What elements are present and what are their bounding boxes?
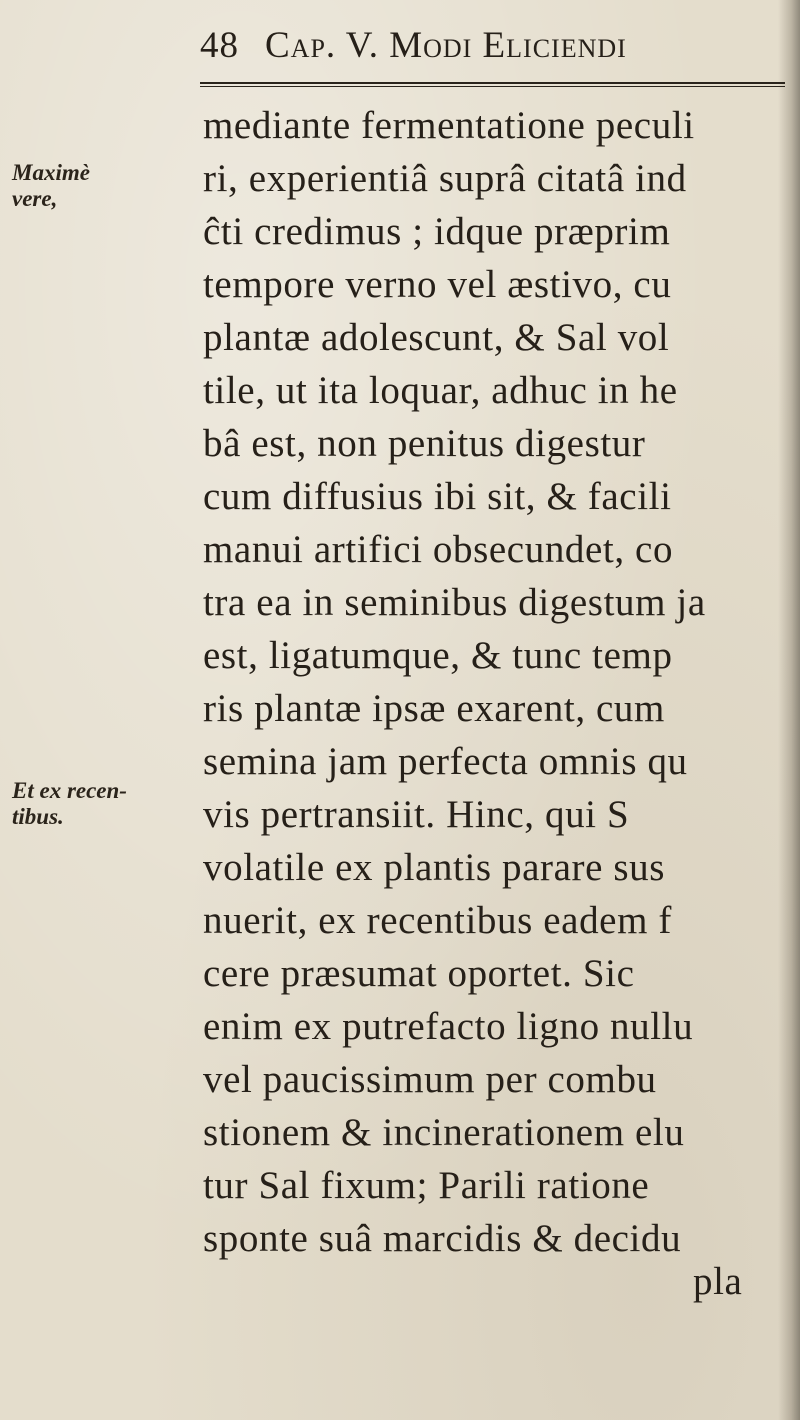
text-line: plantæ adolescunt, & Sal vol xyxy=(203,316,670,359)
text-line: tra ea in seminibus digestum ja xyxy=(203,581,706,624)
header-rule xyxy=(200,82,785,87)
text-line: bâ est, non penitus digestur xyxy=(203,422,646,465)
marginal-note-2 xyxy=(12,778,192,830)
text-line: enim ex putrefacto ligno nullu xyxy=(203,1005,694,1048)
page-number: 48 xyxy=(200,25,239,66)
text-line: tempore verno vel æstivo, cu xyxy=(203,263,672,306)
text-line: tur Sal fixum; Parili ratione xyxy=(203,1164,650,1207)
text-line: volatile ex plantis parare sus xyxy=(203,846,666,889)
text-line: vel paucissimum per combu xyxy=(203,1058,657,1101)
marginal-note-line: tibus. xyxy=(12,804,64,829)
marginal-note-line: Et ex recen- xyxy=(12,778,127,803)
text-line: ri, experientiâ suprâ citatâ ind xyxy=(203,157,687,200)
body-text xyxy=(203,104,785,1304)
text-line: nuerit, ex recentibus eadem f xyxy=(203,899,672,942)
running-header xyxy=(200,22,785,70)
text-line: manui artifici obsecundet, co xyxy=(203,528,674,571)
text-line: mediante fermentatione peculi xyxy=(203,104,695,147)
text-line: pla xyxy=(693,1260,743,1303)
text-line: tile, ut ita loquar, adhuc in he xyxy=(203,369,678,412)
marginal-note-line: Maximè xyxy=(12,160,90,185)
marginal-note-line: vere, xyxy=(12,186,58,211)
text-line: est, ligatumque, & tunc temp xyxy=(203,634,673,677)
text-line: sponte suâ marcidis & decidu xyxy=(203,1217,682,1260)
text-line: ĉti credimus ; idque præprim xyxy=(203,210,671,253)
text-line: vis pertransiit. Hinc, qui S xyxy=(203,793,630,836)
text-line: ris plantæ ipsæ exarent, cum xyxy=(203,687,665,730)
text-line: cere præsumat oportet. Sic xyxy=(203,952,635,995)
text-line: cum diffusius ibi sit, & facili xyxy=(203,475,672,518)
marginal-note-1 xyxy=(12,160,192,212)
running-title: Cap. V. Modi Eliciendi xyxy=(265,25,627,66)
text-line: semina jam perfecta omnis qu xyxy=(203,740,688,783)
text-line: stionem & incinerationem elu xyxy=(203,1111,685,1154)
